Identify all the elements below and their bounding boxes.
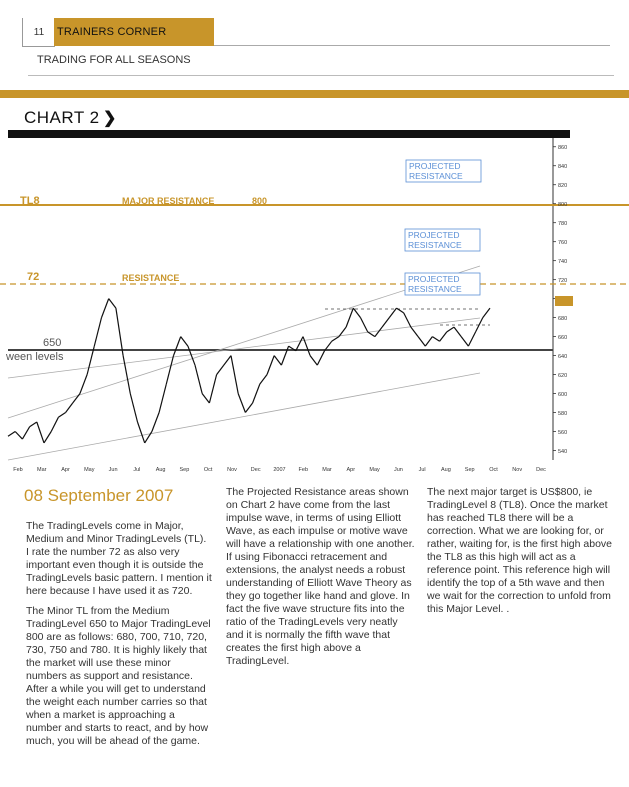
x-tick-label: Oct [489,467,498,473]
y-tick-label: 680 [558,316,568,323]
y-tick-label: 580 [558,411,568,418]
column-2-paragraph-1: The Projected Resistance areas shown on Chart 2 have come from the last impulse wave, in terms of using Elliott Wave, as each impulse or motive wave will have a relationship with one another. If using Fibonacci retracement and extensions, the analyst needs a robust understanding of Elliott Wave Theory as they go together like hand and glove. In fact the five wave structure fits into the ratio of the TradingLevels very neatly and it is normally the fifth wave that creates the first high above a TradingLevel. [226,486,415,667]
price-chart [0,138,629,474]
x-tick-label: Sep [464,467,475,473]
tl8-label: TL8 [20,195,40,207]
resistance-label: RESISTANCE [122,273,180,283]
y-tick-label: 860 [558,145,568,152]
article-column-3 [427,486,615,623]
y-tick-label: 800 [558,202,568,209]
header-rule [214,45,610,46]
y-tick-label: 720 [558,278,568,285]
y-tick-label: 660 [558,335,568,342]
x-tick-label: Feb [298,467,309,473]
projected-resistance-3-line1: PROJECTED [408,274,460,284]
x-axis [13,467,546,473]
major-resistance-label: MAJOR RESISTANCE [122,196,215,206]
y-tick-label: 840 [558,164,568,171]
chart-heading: CHART 2 [24,108,100,127]
article-date: 08 September 2007 [24,486,174,505]
x-tick-label: Nov [512,467,523,473]
x-tick-label: May [84,467,95,473]
x-tick-label: Mar [37,467,47,473]
y-tick-label: 740 [558,259,568,266]
x-tick-label: Jun [393,467,403,473]
column-1-paragraph-1: The TradingLevels come in Major, Medium and Minor TradingLevels (TL). I rate the number 72 as also very important even though it is outside the TradingLevels basic pattern. I mention it here because I have used it as 720. [26,520,212,597]
x-tick-label: Aug [441,467,451,473]
x-tick-label: Aug [155,467,166,473]
projected-resistance-3-line2: RESISTANCE [408,284,462,294]
y-tick-label: 640 [558,354,568,361]
projected-resistance-2-line1: PROJECTED [408,230,460,240]
x-tick-label: Sep [179,467,190,473]
x-tick-label: Apr [346,467,356,473]
y-tick-label: 540 [558,449,568,456]
x-tick-label: Jul [133,467,141,473]
gold-divider-bar [0,90,629,98]
column-1-paragraph-2: The Minor TL from the Medium TradingLevel 650 to Major TradingLevel 800 are as follows: 680, 700, 710, 720, 730, 750 and 780. It is highly likely that the market will use these minor numbers as support and resistance. After a while you will get to understand the weight each number carries so that when a market is approaching a number and starts to react, and by how much, you will be ahead of the game. [26,605,211,747]
y-tick-label: 820 [558,183,568,190]
y-tick-label: 560 [558,430,568,437]
projected-resistance-2-line2: RESISTANCE [408,240,462,250]
x-tick-label: Dec [536,467,546,473]
article-column-2 [226,486,416,675]
y-tick-label: 600 [558,392,568,399]
x-tick-label: 2007 [273,467,286,473]
subtitle-rule [28,75,614,76]
x-tick-label: Feb [13,467,23,473]
x-tick-label: Jul [418,467,426,473]
x-tick-label: Mar [322,467,332,473]
chart-header-bar [8,130,570,138]
y-tick-label: 780 [558,221,568,228]
page-number: 11 [22,18,55,47]
section-tag-label: TRAINERS CORNER [57,26,167,38]
projected-resistance-1-line1: PROJECTED [409,161,461,171]
x-tick-label: Nov [227,467,237,473]
section-subtitle: TRADING FOR ALL SEASONS [37,54,191,66]
x-tick-label: May [369,467,380,473]
section-tag [54,18,214,46]
between-levels-label: ween levels [6,351,64,363]
tl72-label: 72 [27,271,40,283]
major-resistance-value: 800 [252,196,268,206]
tl650-label: 650 [43,337,62,349]
projected-resistance-1-line2: RESISTANCE [409,171,463,181]
x-tick-label: Dec [250,467,261,473]
column-3-paragraph-1: The next major target is US$800, ie TradingLevel 8 (TL8). Once the market has reached TL8 there will be a correction. What we are looking for, or rather, waiting for, is the first high above the TL8 as this high will act as a reference point. This reference high will identify the top of a 5th wave and then we wait for the correction to unfold from this Major Level. . [427,486,613,615]
y-tick-label: 620 [558,373,568,380]
x-tick-label: Oct [203,467,213,473]
article-column-1 [26,520,212,755]
x-tick-label: Jun [108,467,118,473]
x-tick-label: Apr [61,467,70,473]
chevron-right-icon: ❯ [103,110,117,127]
y-tick-label: 760 [558,240,568,247]
